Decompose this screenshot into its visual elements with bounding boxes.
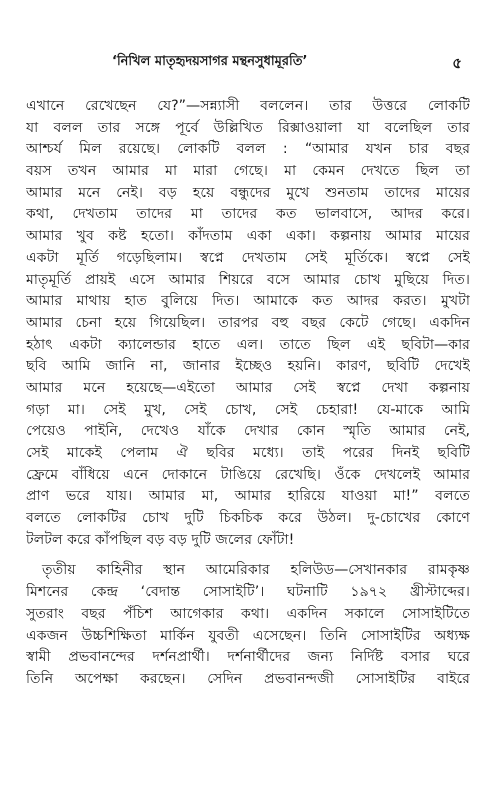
running-title: ‘নিখিল মাতৃহৃদয়সাগর মন্থনসুধামূরতি’ [112,54,308,69]
text-line: যা বলল তার সঙ্গে পূর্বে উল্লিখিত রিক্সাওয়ালা যা বলেছিল তার [26,119,470,136]
text-line: বলতে লোকটির চোখ দুটি চিকচিক করে উঠল। দু-চোখের কোণে [26,510,470,527]
text-line: সেই মাকেই পেলাম ঐ ছবির মধ্যে। তাই পরের দিনই ছবিটি [26,445,470,461]
text-line: আমার মনে হয়েছে—এইতো আমার সেই স্বপ্নে দেখা কল্পনায় [26,379,470,396]
text-line: কথা, দেখতাম তাদের মা তাদের কত ভালবাসে, আদর করে। [26,206,470,223]
text-line: মিশনের কেন্দ্র ‘বেদান্ত সোসাইটি’। ঘটনাটি ১৯৭২ খ্রীস্টাব্দের। [26,584,470,601]
text-line: আমার মাথায় হাত বুলিয়ে দিত। আমাকে কত আদর করত। মুখটা [26,293,470,310]
running-header [26,52,466,72]
text-line: ফ্রেমে বাঁধিয়ে এনে দোকানে টাঙিয়ে রেখেছি। ওঁকে দেখলেই আমার [26,466,470,483]
text-line: প্রাণ ভরে যায়। আমার মা, আমার হারিয়ে যাওয়া মা!” বলতে [26,488,470,505]
paragraph-1 [26,96,470,551]
body-text [26,96,470,691]
text-line: তিনি অপেক্ষা করছেন। সেদিন প্রভবানন্দজী সোসাইটির বাইরে [26,670,470,687]
text-line: মাতৃমূর্তি প্রায়ই এসে আমার শিয়রে বসে আমার চোখ মুছিয়ে দিত। [26,271,470,288]
text-line: ছবি আমি জানি না, জানার ইচ্ছেও হয়নি। কারণ, ছবিটি দেখেই [26,358,470,375]
text-line: আমার খুব কষ্ট হতো। কাঁদতাম একা একা। কল্পনায় আমার মায়ের [26,228,470,245]
text-line: গড়া মা। সেই মুখ, সেই চোখ, সেই চেহারা! যে-মাকে আমি [26,401,470,418]
text-line: সুতরাং বছর পঁচিশ আগেকার কথা। একদিন সকালে সোসাইটিতে [26,605,470,622]
text-line: তৃতীয় কাহিনীর স্থান আমেরিকার হলিউড—সেখানকার রামকৃষ্ণ [42,562,470,579]
text-line: একজন উচ্চশিক্ষিতা মার্কিন যুবতী এসেছেন। তিনি সোসাইটির অধ্যক্ষ [26,627,470,644]
text-line: একটা মূর্তি গড়েছিলাম। স্বপ্নে দেখতাম সেই মূর্তিকে। স্বপ্নে সেই [26,249,470,266]
text-line: হঠাৎ একটা ক্যালেন্ডার হাতে এল। তাতে ছিল এই ছবিটা—কার [26,336,470,353]
text-line: পেয়েও পাইনি, দেখেও যাঁকে দেখার কোন স্মৃতি আমার নেই, [26,423,470,440]
text-line: আমার চেনা হয়ে গিয়েছিল। তারপর বহু বছর কেটে গেছে। একদিন [26,314,470,331]
text-line: বয়স তখন আমার মা মারা গেছে। মা কেমন দেখতে ছিল তা [26,163,470,180]
paragraph-2 [26,560,470,690]
text-line: স্বামী প্রভবানন্দের দর্শনপ্রার্থী। দর্শনার্থীদের জন্য নির্দিষ্ট বসার ঘরে [26,649,470,666]
page-number: ৫ [452,54,462,72]
text-line: টলটল করে কাঁপছিল বড় বড় দুটি জলের ফোঁটা! [26,531,295,548]
text-line: আশ্চর্য মিল রয়েছে। লোকটি বলল : “আমার যখন চার বছর [26,141,470,158]
paragraph-gap [26,551,470,560]
text-line: আমার মনে নেই। বড় হয়ে বন্ধুদের মুখে শুনতাম তাদের মায়ের [26,184,470,201]
text-line: এখানে রেখেছেন যে?”—সন্ন্যাসী বললেন। তার উত্তরে লোকটি [26,98,470,114]
